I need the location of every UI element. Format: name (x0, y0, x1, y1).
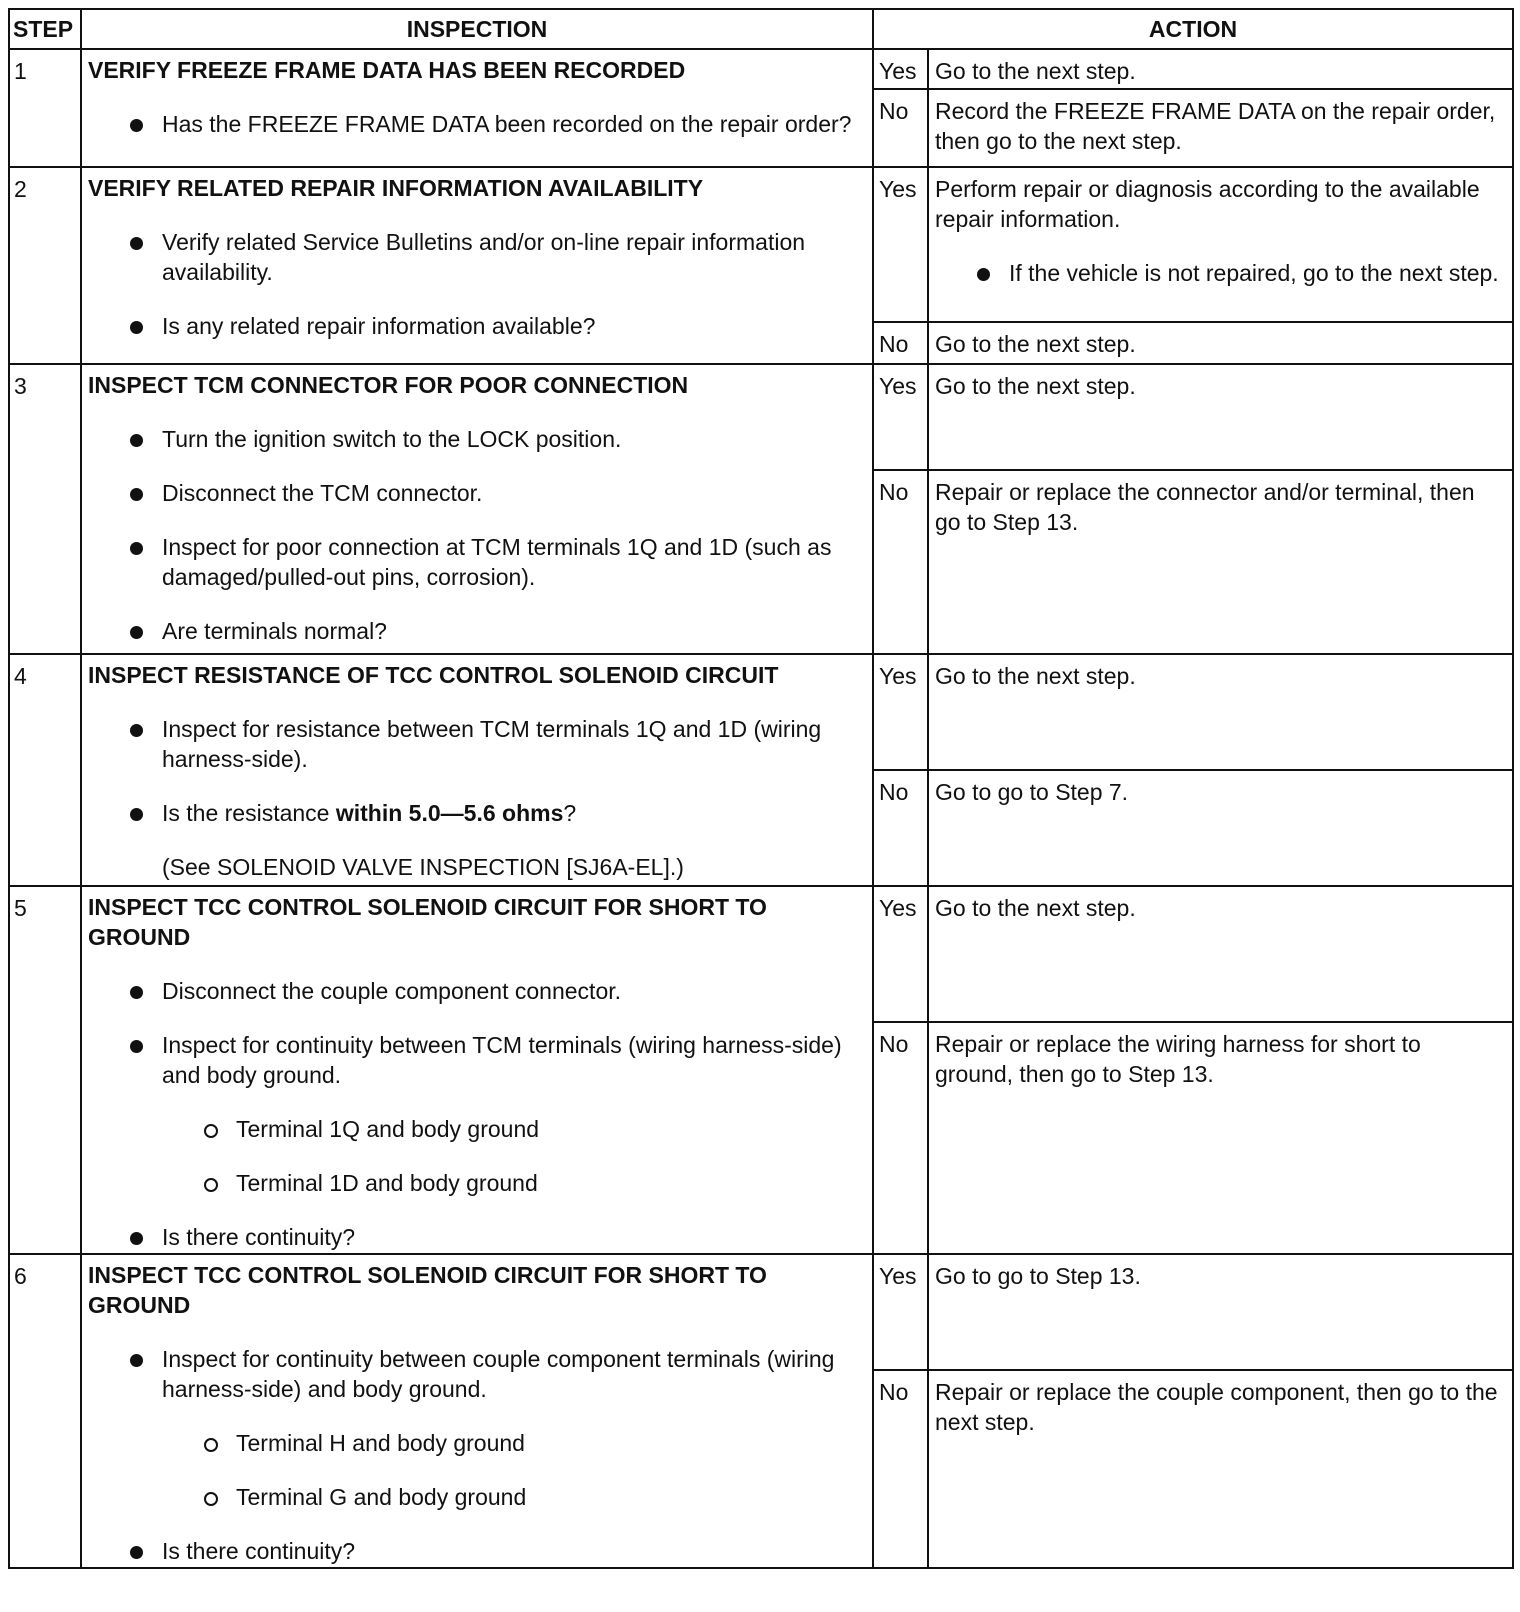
sub-bullet-list (162, 1428, 852, 1512)
step-number: 5 (9, 886, 81, 1254)
bullet-icon (130, 237, 143, 250)
list-item-text: Is there continuity? (162, 1538, 356, 1564)
list-item-text: Are terminals normal? (162, 618, 387, 644)
list-item-text: Disconnect the TCM connector. (162, 480, 483, 506)
step-5-yes-row (9, 886, 1513, 1022)
list-item (88, 311, 852, 341)
list-item (88, 424, 852, 454)
sub-bullet-list (162, 1114, 852, 1198)
bullet-icon (130, 986, 143, 999)
list-item (88, 976, 852, 1006)
question-mark: ? (563, 800, 577, 826)
sub-list-item-text: Terminal 1D and body ground (236, 1170, 538, 1196)
bullet-icon (130, 1546, 143, 1559)
yes-action-cell (928, 167, 1513, 322)
yes-label: Yes (873, 886, 928, 1022)
list-item (935, 258, 1502, 288)
bullet-icon (130, 434, 143, 447)
step-title: VERIFY RELATED REPAIR INFORMATION AVAILABILITY (88, 175, 704, 201)
list-item (88, 227, 852, 287)
diagnostic-procedure-table (8, 8, 1514, 1569)
step-number: 6 (9, 1254, 81, 1568)
no-action: Go to go to Step 7. (928, 770, 1513, 886)
list-item (88, 616, 852, 646)
yes-action: Go to the next step. (928, 886, 1513, 1022)
bullet-list (88, 976, 852, 1252)
step-1-inspection (81, 49, 873, 167)
yes-action: Go to go to Step 13. (928, 1254, 1513, 1370)
list-item-text: If the vehicle is not repaired, go to the next step. (1009, 260, 1499, 286)
header-action: ACTION (873, 9, 1513, 49)
sub-list-item (88, 1168, 852, 1198)
step-3-inspection (81, 364, 873, 654)
yes-action: Go to the next step. (928, 654, 1513, 770)
no-action: Repair or replace the wiring harness for short to ground, then go to Step 13. (928, 1022, 1513, 1254)
sub-list-item-text: Terminal G and body ground (236, 1484, 527, 1510)
sub-list-item-text: Terminal H and body ground (236, 1430, 525, 1456)
yes-label: Yes (873, 1254, 928, 1370)
list-item (88, 1536, 852, 1566)
yes-action: Go to the next step. (928, 49, 1513, 89)
step-6-yes-row (9, 1254, 1513, 1370)
step-title: INSPECT TCC CONTROL SOLENOID CIRCUIT FOR SHORT TO GROUND (88, 1262, 767, 1318)
bullet-icon (130, 119, 143, 132)
step-number: 4 (9, 654, 81, 886)
bullet-icon (130, 542, 143, 555)
yes-label: Yes (873, 364, 928, 470)
bullet-icon (130, 1232, 143, 1245)
resistance-question-text: Is the resistance (162, 800, 336, 826)
step-4-yes-row (9, 654, 1513, 770)
list-item-text: Has the FREEZE FRAME DATA been recorded on the repair order? (162, 111, 852, 137)
list-item-text: Inspect for continuity between TCM terminals (wiring harness-side) and body ground. (162, 1032, 842, 1088)
no-action: Repair or replace the couple component, then go to the next step. (928, 1370, 1513, 1568)
list-item-text (162, 798, 852, 828)
step-6-inspection (81, 1254, 873, 1568)
bullet-icon (130, 724, 143, 737)
hollow-bullet-icon (204, 1438, 218, 1452)
step-1-yes-row (9, 49, 1513, 89)
list-item-text: Inspect for continuity between couple component terminals (wiring harness-side) and body ground. (162, 1346, 835, 1402)
bullet-list (88, 109, 852, 139)
list-item (88, 109, 852, 139)
sub-list-item (88, 1482, 852, 1512)
bullet-icon (130, 808, 143, 821)
list-item (88, 798, 852, 828)
bullet-icon (130, 626, 143, 639)
list-item-text: Turn the ignition switch to the LOCK position. (162, 426, 622, 452)
bullet-list (88, 424, 852, 646)
hollow-bullet-icon (204, 1124, 218, 1138)
yes-action: Perform repair or diagnosis according to the available repair information. (935, 176, 1480, 232)
list-item-text: Is any related repair information available? (162, 313, 596, 339)
reference-note: (See SOLENOID VALVE INSPECTION [SJ6A-EL].) (162, 854, 684, 880)
bullet-list (88, 1344, 852, 1566)
step-number: 2 (9, 167, 81, 364)
no-label: No (873, 770, 928, 886)
no-label: No (873, 470, 928, 654)
step-title: VERIFY FREEZE FRAME DATA HAS BEEN RECORDED (88, 57, 686, 83)
resistance-spec: within 5.0—5.6 ohms (335, 800, 564, 826)
sub-list-item (88, 1114, 852, 1144)
yes-label: Yes (873, 49, 928, 89)
no-label: No (873, 1022, 928, 1254)
list-item-text: Is there continuity? (162, 1224, 356, 1250)
sub-list-item (88, 1428, 852, 1458)
step-title: INSPECT TCM CONNECTOR FOR POOR CONNECTION (88, 372, 689, 398)
no-action: Repair or replace the connector and/or terminal, then go to Step 13. (928, 470, 1513, 654)
bullet-list (88, 227, 852, 341)
step-number: 3 (9, 364, 81, 654)
list-item (88, 478, 852, 508)
hollow-bullet-icon (204, 1492, 218, 1506)
step-4-inspection (81, 654, 873, 886)
no-label: No (873, 322, 928, 364)
bullet-icon (130, 1354, 143, 1367)
list-item (88, 714, 852, 774)
bullet-icon (130, 1040, 143, 1053)
list-item-text: Inspect for resistance between TCM terminals 1Q and 1D (wiring harness-side). (162, 716, 822, 772)
step-2-yes-row (9, 167, 1513, 322)
table-header-row (9, 9, 1513, 49)
bullet-icon (977, 268, 990, 281)
list-item (88, 532, 852, 592)
bullet-list (88, 714, 852, 828)
no-action: Record the FREEZE FRAME DATA on the repair order, then go to the next step. (928, 89, 1513, 167)
step-number: 1 (9, 49, 81, 167)
list-item (88, 1030, 852, 1198)
step-2-inspection (81, 167, 873, 364)
step-title: INSPECT RESISTANCE OF TCC CONTROL SOLENOID CIRCUIT (88, 662, 779, 688)
list-item (88, 1222, 852, 1252)
list-item (88, 1344, 852, 1512)
no-label: No (873, 89, 928, 167)
no-action: Go to the next step. (928, 322, 1513, 364)
no-label: No (873, 1370, 928, 1568)
step-title: INSPECT TCC CONTROL SOLENOID CIRCUIT FOR SHORT TO GROUND (88, 894, 767, 950)
hollow-bullet-icon (204, 1178, 218, 1192)
bullet-icon (130, 488, 143, 501)
header-inspection: INSPECTION (81, 9, 873, 49)
yes-action: Go to the next step. (928, 364, 1513, 470)
action-bullet-list (935, 258, 1502, 288)
yes-label: Yes (873, 654, 928, 770)
list-item-text: Disconnect the couple component connector. (162, 978, 622, 1004)
step-3-yes-row (9, 364, 1513, 470)
list-item-text: Inspect for poor connection at TCM terminals 1Q and 1D (such as damaged/pulled-out pins, corrosion). (162, 534, 832, 590)
step-5-inspection (81, 886, 873, 1254)
sub-list-item-text: Terminal 1Q and body ground (236, 1116, 540, 1142)
list-item-text: Verify related Service Bulletins and/or on-line repair information availability. (162, 229, 806, 285)
bullet-icon (130, 321, 143, 334)
yes-label: Yes (873, 167, 928, 322)
header-step: STEP (9, 9, 81, 49)
